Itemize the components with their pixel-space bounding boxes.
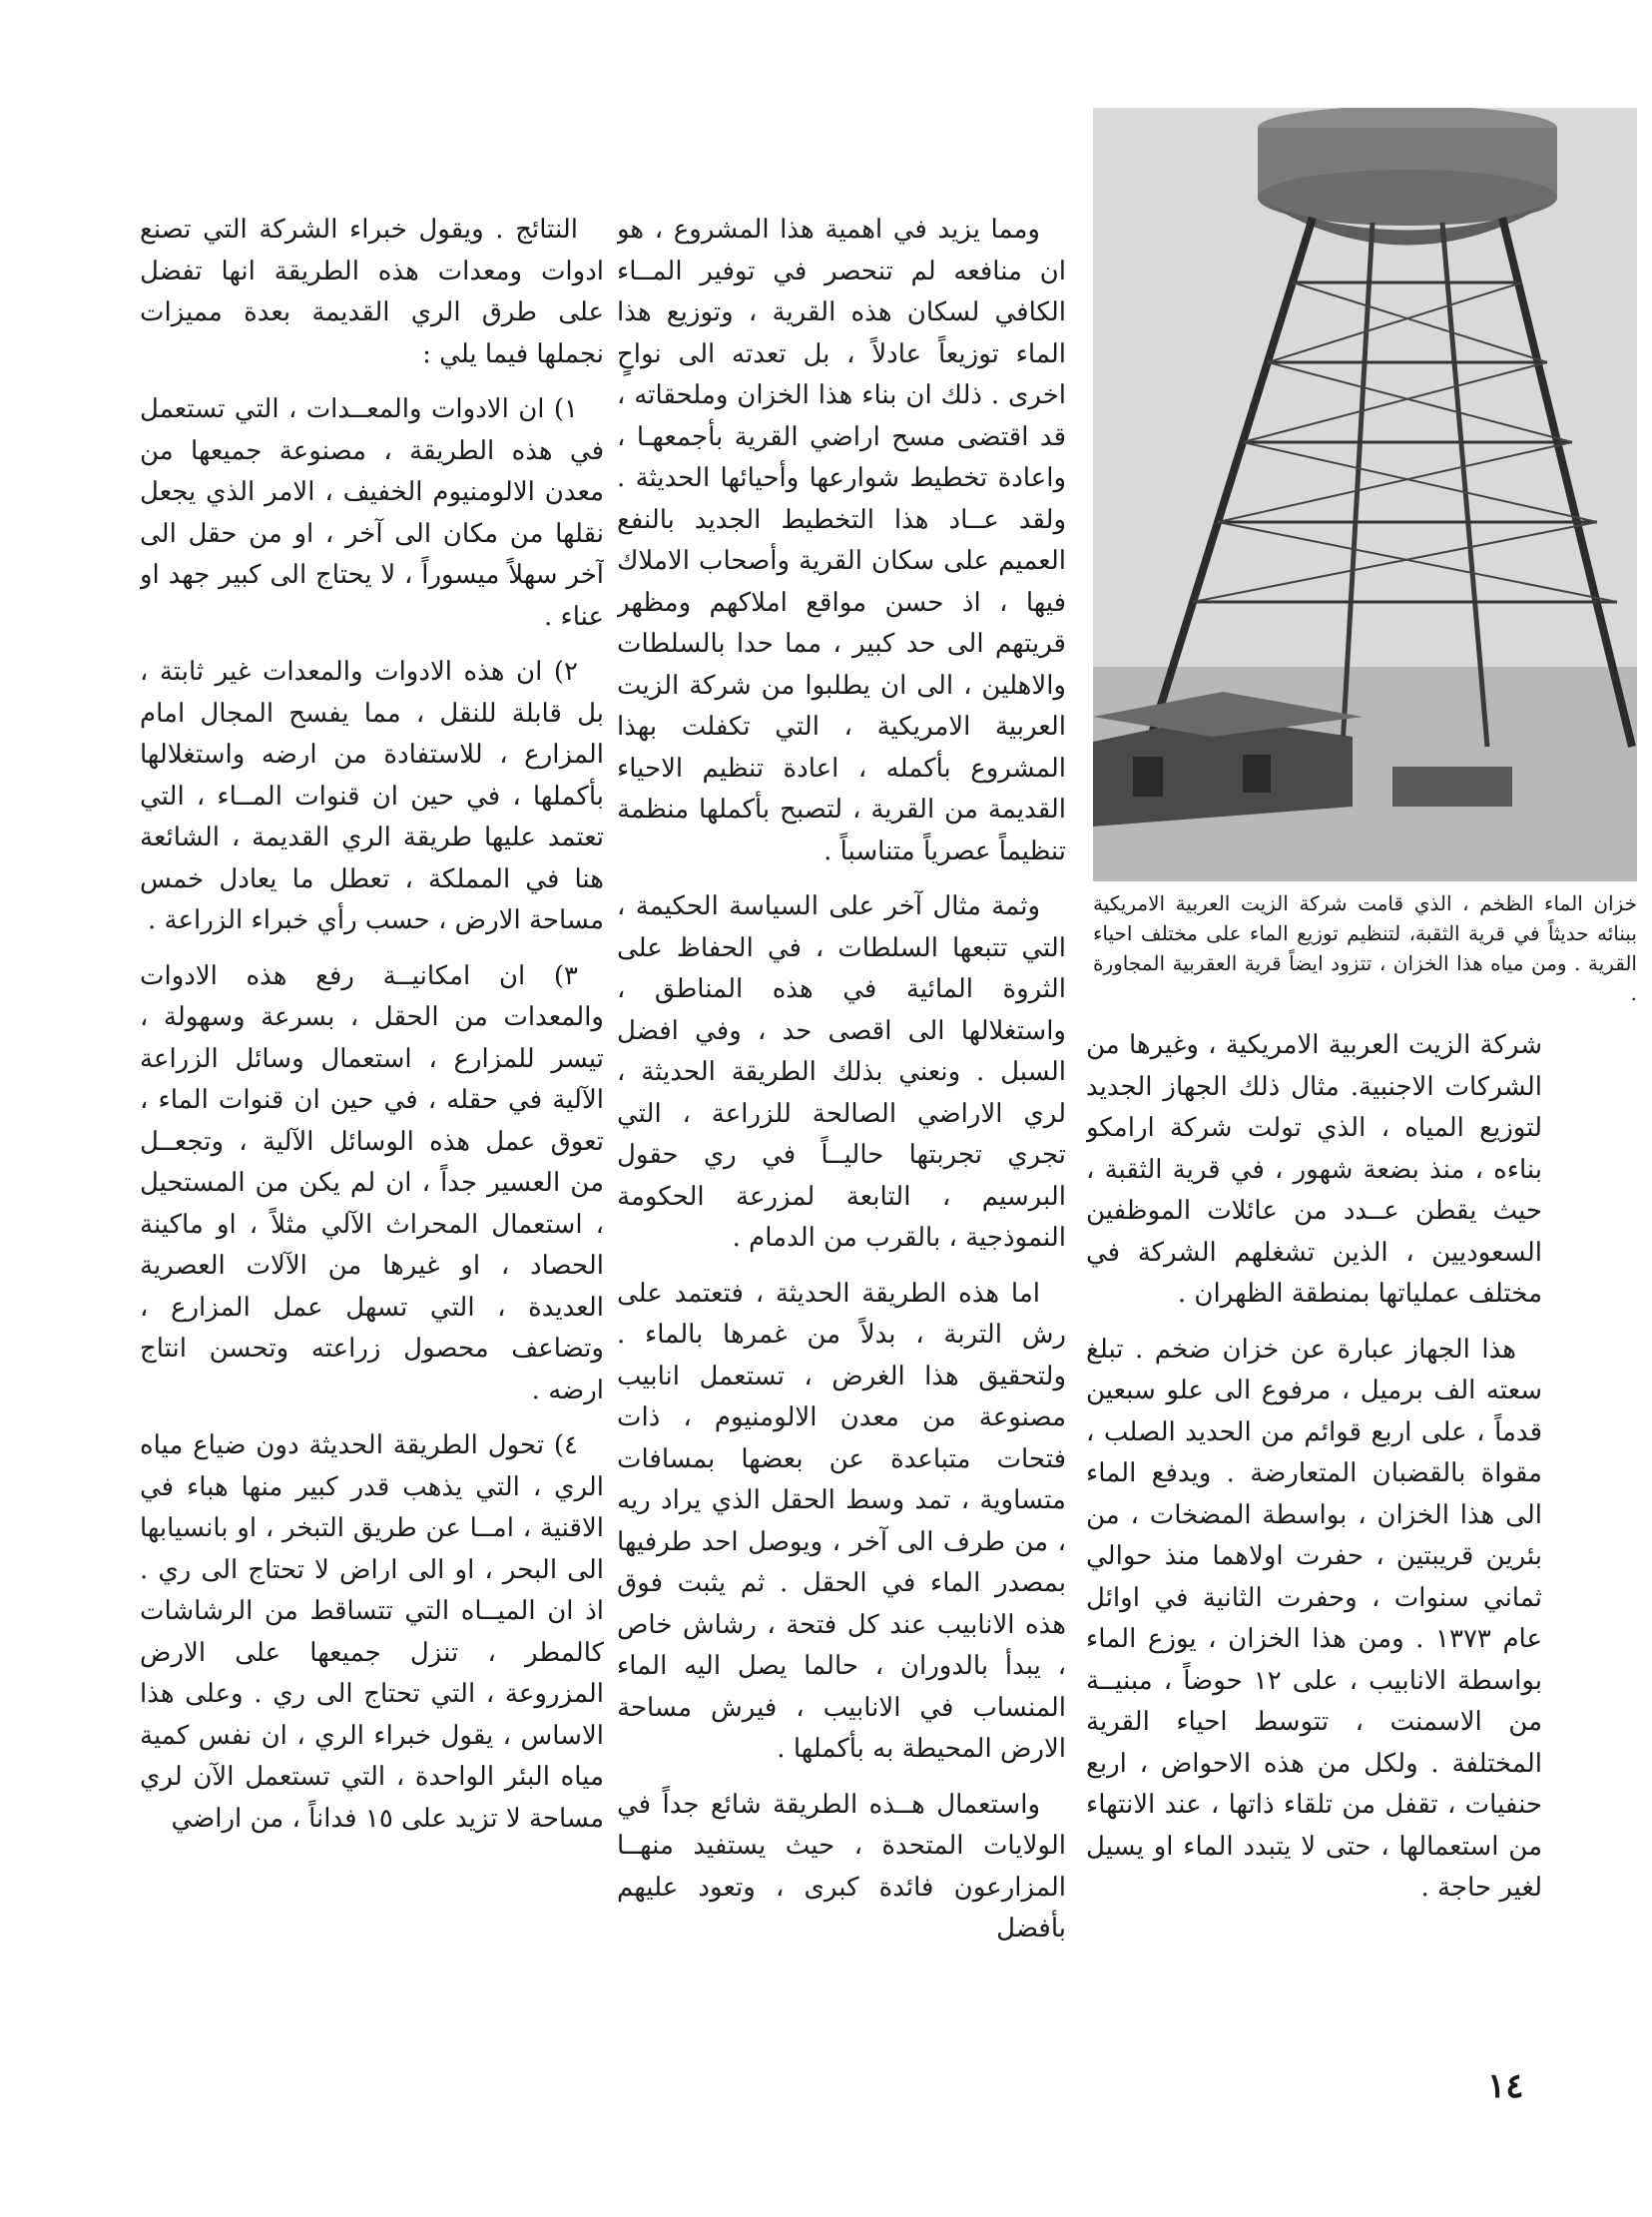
middle-column <box>617 210 1066 2036</box>
paragraph: شركة الزيت العربية الامريكية ، وغيرها من الشركات الاجنبية. مثال ذلك الجهاز الجديد لتوزيع المياه ، الذي تولت شركة ارامكو بناءه ، منذ بضعة شهور ، في قرية الثقبة ، حيث يقطن عــدد من عائلات الموظفين السعوديين ، الذين تشغلهم الشركة في مختلف عملياتها بمنطقة الظهران . <box>1086 1030 1542 1309</box>
water-tower-photo <box>1093 108 1637 881</box>
left-column <box>140 210 604 2036</box>
paragraph: ومما يزيد في اهمية هذا المشروع ، هو ان منافعه لم تنحصر في توفير المــاء الكافي لسكان هذه القرية ، وتوزيع هذا الماء توزيعاً عادلاً ، بل تعدته الى نواحٍ اخرى . ذلك ان بناء هذا الخزان وملحقاته ، قد اقتضى مسح اراضي القرية بأجمعهـا ، واعادة تخطيط شوارعها وأحيائها الحديثة . ولقد عــاد هذا التخطيط الجديد بالنفع العميم على سكان القرية وأصحاب الاملاك فيها ، اذ حسن مواقع املاكهم ومظهر قريتهم الى حد كبير ، مما حدا بالسلطات والاهلين ، الى ان يطلبوا من شركة الزيت العربية الامريكية ، التي تكفلت بهذا المشروع بأكمله ، اعادة تنظيم الاحياء القديمة من القرية ، لتصبح بأكملها منظمة تنظيماً عصرياً متناسباً . <box>617 215 1066 866</box>
right-column <box>1086 1025 1542 2023</box>
list-item: ١) ان الادوات والمعــدات ، التي تستعمل في هذه الطريقة ، مصنوعة جميعها من معدن الالومنيوم الخفيف ، الامر الذي يجعل نقلها من مكان الى آخر ، او من حقل الى آخر سهلاً ميسوراً ، لا يحتاج الى كبير جهد او عناء . <box>140 394 604 632</box>
list-item: ٤) تحول الطريقة الحديثة دون ضياع مياه الري ، التي يذهب قدر كبير منها هباء في الاقنية ، امــا عن طريق التبخر ، او بانسيابها الى البحر ، او الى اراض لا تحتاج الى ري . اذ ان الميــاه التي تتساقط من الرشاشات كالمطر ، تنزل جميعها على الارض المزروعة ، التي تحتاج الى ري . وعلى هذا الاساس ، يقول خبراء الري ، ان نفس كمية مياه البئر الواحدة ، التي تستعمل الآن لري مساحة لا تزيد على ١٥ فداناً ، من اراضي <box>140 1430 604 1834</box>
list-item: ٢) ان هذه الادوات والمعدات غير ثابتة ، بل قابلة للنقل ، مما يفسح المجال امام المزارع ، للاستفادة من ارضه واستغلالها بأكملها ، في حين ان قنوات المــاء ، التي تعتمد عليها طريقة الري القديمة ، الشائعة هنا في المملكة ، تعطل ما يعادل خمس مساحة الارض ، حسب رأي خبراء الزراعة . <box>140 657 604 935</box>
water-tower-icon <box>1093 108 1637 881</box>
paragraph: النتائج . ويقول خبراء الشركة التي تصنع ادوات ومعدات هذه الطريقة انها تفضل على طرق الري القديمة بعدة مميزات نجملها فيما يلي : <box>140 215 604 369</box>
list-item: ٣) ان امكانيــة رفع هذه الادوات والمعدات من الحقل ، بسرعة وسهولة ، تيسر للمزارع ، استعمال وسائل الزراعة الآلية في حقله ، في حين ان قنوات الماء ، تعوق عمل هذه الوسائل الآلية ، وتجعــل من العسير جداً ، ان لم يكن من المستحيل ، استعمال المحراث الآلي مثلاً ، او ماكينة الحصاد ، او غيرها من الآلات العصرية العديدة ، التي تسهل عمل المزارع ، وتضاعف محصول زراعته وتحسن انتاج ارضه . <box>140 960 604 1405</box>
paragraph: اما هذه الطريقة الحديثة ، فتعتمد على رش التربة ، بدلاً من غمرها بالماء . ولتحقيق هذا الغرض ، تستعمل انابيب مصنوعة من معدن الالومنيوم ، ذات فتحات متباعدة عن بعضها بمسافات متساوية ، تمد وسط الحقل الذي يراد ريه ، من طرف الى آخر ، ويوصل احد طرفيها بمصدر الماء في الحقل . ثم يثبت فوق هذه الانابيب عند كل فتحة ، رشاش خاص ، يبدأ بالدوران ، حالما يصل اليه الماء المنساب في الانابيب ، فيرش مساحة الارض المحيطة به بأكملها . <box>617 1278 1066 1764</box>
paragraph: هذا الجهاز عبارة عن خزان ضخم . تبلغ سعته الف برميل ، مرفوع الى علو سبعين قدماً ، على اربع قوائم من الحديد الصلب ، مقواة بالقضبان المتعارضة . ويدفع الماء الى هذا الخزان ، بواسطة المضخات ، من بئرين قريبتين ، حفرت اولاهما منذ حوالي ثماني سنوات ، وحفرت الثانية في اوائل عام ١٣٧٣ . ومن هذا الخزان ، يوزع الماء بواسطة الانابيب ، على ١٢ حوضاً ، مبنيــة من الاسمنت ، تتوسط احياء القرية المختلفة . ولكل من هذه الاحواض ، اربع حنفيات ، تقفل من تلقاء ذاتها ، عند الانتهاء من استعمالها ، حتى لا يتبدد الماء او يسيل لغير حاجة . <box>1086 1334 1542 1903</box>
page-number: ١٤ <box>1487 2066 1524 2106</box>
paragraph: واستعمال هــذه الطريقة شائع جداً في الولايات المتحدة ، حيث يستفيد منهــا المزارعون فائدة كبرى ، وتعود عليهم بأفضل <box>617 1789 1066 1943</box>
photo-caption: خزان الماء الظخم ، الذي قامت شركة الزيت العربية الامريكية ببنائه حديثاً في قرية الثقبة، لتنظيم توزيع الماء على مختلف احياء القرية . ومن مياه هذا الخزان ، تتزود ايضاً قرية العقربية المجاورة . <box>1093 891 1637 1005</box>
paragraph: وثمة مثال آخر على السياسة الحكيمة ، التي تتبعها السلطات ، في الحفاظ على الثروة المائية في هذه المناطق ، واستغلالها الى اقصى حد ، وفي افضل السبل . ونعني بذلك الطريقة الحديثة ، لري الاراضي الصالحة للزراعة ، التي تجري تجربتها حاليــاً في ري حقول البرسيم ، التابعة لمزرعة الحكومة النموذجية ، بالقرب من الدمام . <box>617 891 1066 1253</box>
